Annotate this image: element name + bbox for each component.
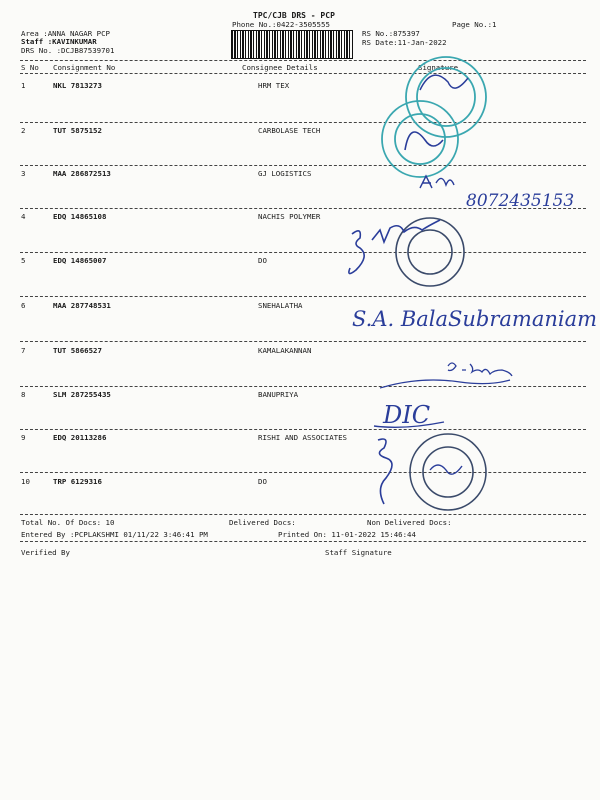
row-consignment: MAA 287748531	[53, 301, 111, 310]
row-consignee: CARBOLASE TECH	[258, 126, 321, 135]
divider	[20, 73, 586, 74]
row-consignment: TUT 5875152	[53, 126, 102, 135]
row-consignment: NKL 7813273	[53, 81, 102, 90]
row-consignee: NACHIS POLYMER	[258, 212, 321, 221]
row-consignment: TRP 6129316	[53, 477, 102, 486]
staff-label: Staff :KAVINKUMAR	[21, 37, 97, 46]
divider	[20, 60, 586, 61]
page-number: Page No.:1	[452, 20, 497, 29]
area-label: Area :ANNA NAGAR PCP	[21, 29, 110, 38]
row-sno: 5	[21, 256, 26, 265]
handwritten-phone: 8072435153	[466, 191, 575, 211]
rs-date: RS Date:11-Jan-2022	[362, 38, 447, 47]
row-divider	[20, 165, 586, 166]
staff-signature-label: Staff Signature	[325, 548, 392, 557]
row-consignment: EDQ 14865108	[53, 212, 107, 221]
column-signature: Signature	[418, 63, 459, 72]
row-sno: 4	[21, 212, 26, 221]
column-consignment: Consignment No	[53, 63, 116, 72]
row-consignment: TUT 5866527	[53, 346, 102, 355]
row-sno: 6	[21, 301, 26, 310]
row-divider	[20, 341, 586, 342]
row-consignee: BANUPRIYA	[258, 390, 299, 399]
row-consignment: EDQ 14865007	[53, 256, 107, 265]
delivered-docs: Delivered Docs:	[229, 518, 296, 527]
row-consignee: RISHI AND ASSOCIATES	[258, 433, 347, 442]
row-divider	[20, 429, 586, 430]
column-consignee: Consignee Details	[242, 63, 318, 72]
printed-on: Printed On: 11-01-2022 15:46:44	[278, 530, 416, 539]
row-sno: 1	[21, 81, 26, 90]
row-sno: 9	[21, 433, 26, 442]
entered-by: Entered By :PCPLAKSHMI 01/11/22 3:46:41 PM	[21, 530, 208, 539]
row-sno: 7	[21, 346, 26, 355]
document-title: TPC/CJB DRS - PCP	[253, 11, 335, 20]
divider	[20, 541, 586, 542]
total-docs: Total No. Of Docs: 10	[21, 518, 115, 527]
barcode	[231, 30, 353, 59]
non-delivered-docs: Non Delivered Docs:	[367, 518, 452, 527]
row-divider	[20, 208, 586, 209]
row-sno: 3	[21, 169, 26, 178]
row-divider	[20, 386, 586, 387]
row-consignee: SNEHALATHA	[258, 301, 303, 310]
signature-row-7	[448, 363, 512, 376]
row-divider	[20, 122, 586, 123]
row-consignee: DO	[258, 256, 267, 265]
signature-row-3	[420, 176, 454, 188]
divider	[20, 514, 586, 515]
row-sno: 2	[21, 126, 26, 135]
row-divider	[20, 296, 586, 297]
row-consignment: EDQ 20113286	[53, 433, 107, 442]
row-divider	[20, 252, 586, 253]
row-divider	[20, 472, 586, 473]
row-consignee: HRM TEX	[258, 81, 290, 90]
row-consignment: MAA 286872513	[53, 169, 111, 178]
row-consignee: KAMALAKANNAN	[258, 346, 312, 355]
handwritten-dic: DIC	[383, 401, 431, 429]
row-consignee: DO	[258, 477, 267, 486]
handwritten-name: S.A. BalaSubramaniam	[352, 307, 598, 331]
verified-by: Verified By	[21, 548, 70, 557]
drs-number: DRS No. :DCJB87539701	[21, 46, 115, 55]
phone-number: Phone No.:0422-3505555	[232, 20, 330, 29]
column-sno: S No	[21, 63, 39, 72]
row-consignment: SLM 287255435	[53, 390, 111, 399]
row-sno: 8	[21, 390, 26, 399]
row-sno: 10	[21, 477, 30, 486]
signature-row-4	[349, 220, 440, 274]
row-consignee: GJ LOGISTICS	[258, 169, 312, 178]
rs-number: RS No.:875397	[362, 29, 420, 38]
